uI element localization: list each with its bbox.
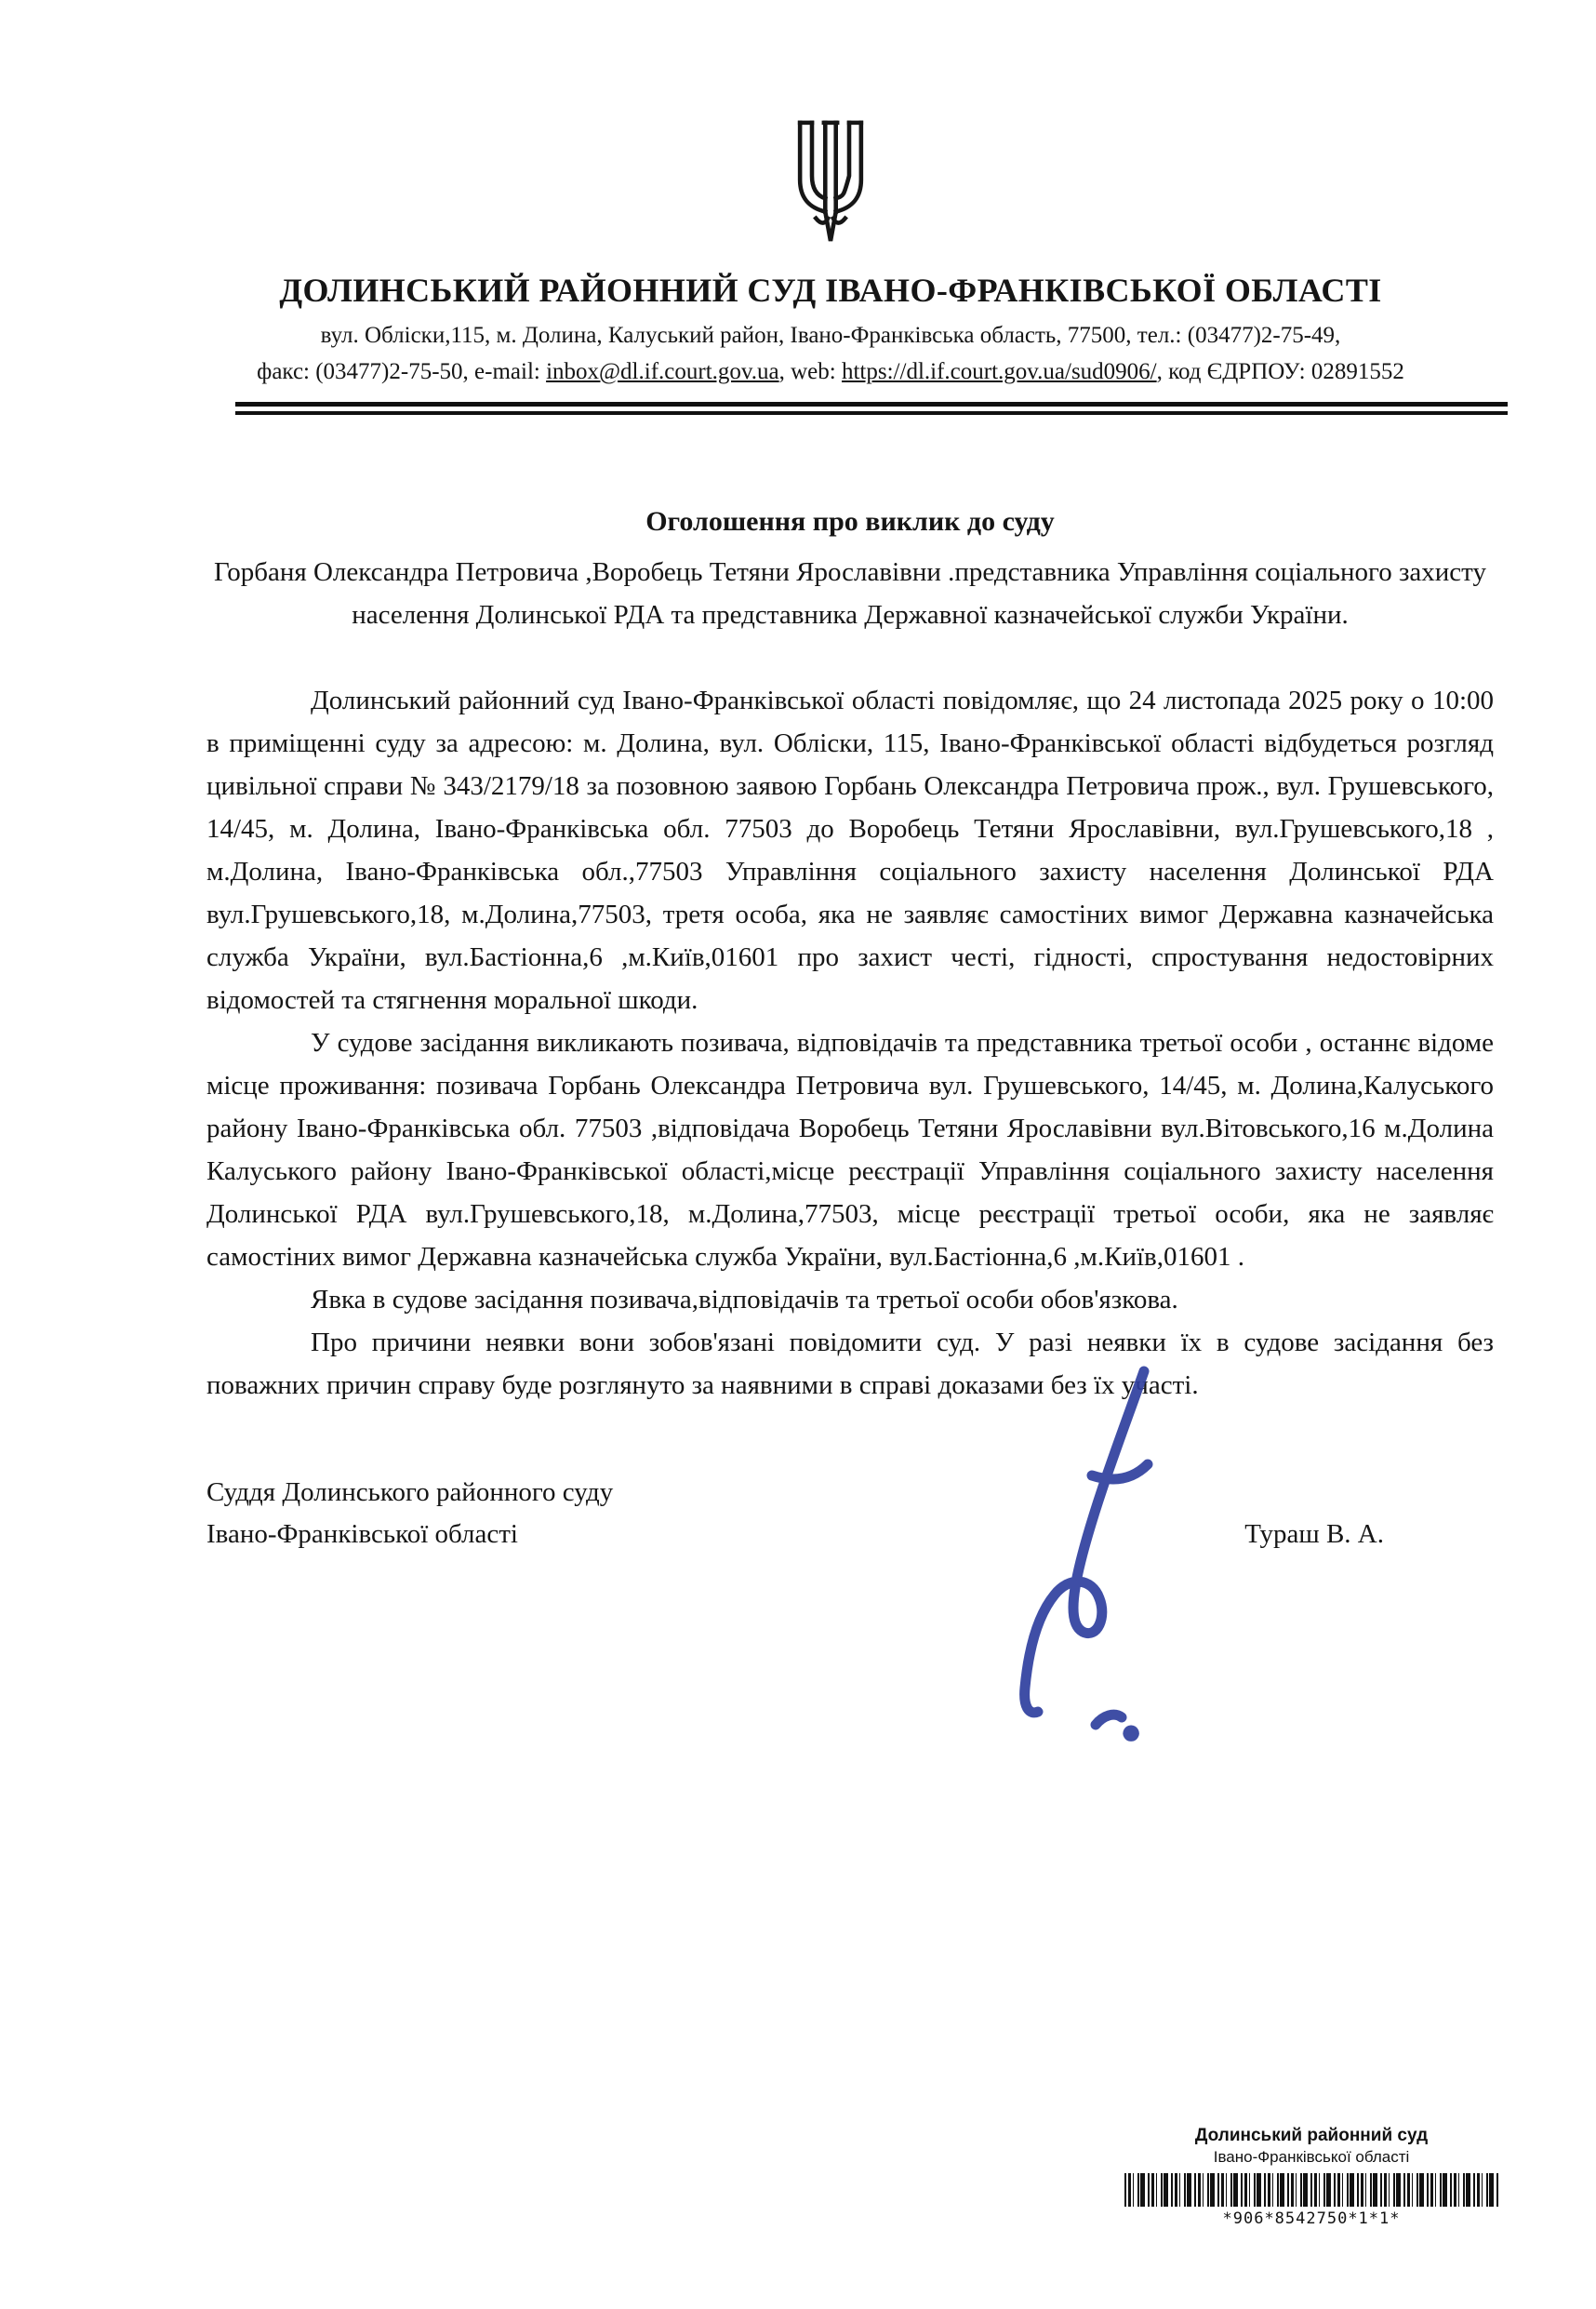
web-link: https://dl.if.court.gov.ua/sud0906/ [841, 359, 1157, 384]
fax-label: факс: (03477)2-75-50, e-mail: [257, 359, 547, 384]
court-name: ДОЛИНСЬКИЙ РАЙОННИЙ СУД ІВАНО-ФРАНКІВСЬКОЇ ОБЛАСТІ [279, 272, 1382, 309]
edrpou-label: , код ЄДРПОУ: 02891552 [1156, 359, 1404, 384]
barcode-court-region: Івано-Франківської області [1213, 2148, 1410, 2166]
document-body [0, 506, 1596, 1555]
ukraine-coat-of-arms-icon [153, 117, 1508, 258]
body-paragraph-4: Про причини неявки вони зобов'язані повідомити суд. У разі неявки їх в судове засідання без поважних причин справу буде розглянуто за наявними в справі доказами без їх участі. [206, 1328, 1494, 1400]
court-letterhead [0, 0, 1596, 415]
signature-block [206, 1472, 1494, 1555]
barcode-court-name: Долинський районний суд [1194, 2126, 1429, 2145]
judge-name: Тураш В. А. [1244, 1519, 1384, 1549]
barcode-number: *906*8542750*1*1* [1222, 2209, 1401, 2228]
judge-title-line1: Суддя Долинського районного суду [206, 1477, 614, 1507]
double-rule [235, 402, 1508, 415]
judge-title-line2: Івано-Франківської області [206, 1519, 518, 1549]
double-rule-lower [235, 411, 1508, 415]
body-paragraph-3: Явка в судове засідання позивача,відповідачів та третьої особи обов'язкова. [311, 1285, 1178, 1315]
barcode-stamp [1116, 2125, 1507, 2228]
court-contact-line [153, 354, 1508, 390]
judge-title [206, 1472, 613, 1555]
email-link: inbox@dl.if.court.gov.ua [546, 359, 779, 384]
addressees-paragraph: Горбаня Олександра Петровича ,Воробець Тетяни Ярославівни .представника Управління соціального захисту населення Долинської РДА та представника Державної казначейської служби України. [214, 557, 1486, 630]
barcode [1124, 2173, 1498, 2207]
document-title: Оголошення про виклик до суду [645, 506, 1055, 537]
body-paragraph-1: Долинський районний суд Івано-Франківської області повідомляє, що 24 листопада 2025 року о 10:00 в приміщенні суду за адресою: м. Долина, вул. Обліски, 115, Івано-Франківської області відбудеться розгляд цивільної справи № 343/2179/18 за позовною заявою Горбань Олександра Петровича прож., вул. Грушевського, 14/45, м. Долина, Івано-Франківська обл. 77503 до Воробець Тетяни Ярославівни, вул.Грушевського,18 , м.Долина, Івано-Франківська обл.,77503 Управління соціального захисту населення Долинської РДА вул.Грушевського,18, м.Долина,77503, третя особа, яка не заявляє самостіних вимог Державна казначейська служба України, вул.Бастіонна,6 ,м.Київ,01601 про захист честі, гідності, спростування недостовірних відомостей та стягнення моральної шкоди. [206, 686, 1494, 1015]
court-address-line: вул. Обліски,115, м. Долина, Калуський район, Івано-Франківська область, 77500, тел.: (03477)2-75-49, [320, 323, 1341, 348]
web-label: , web: [778, 359, 842, 384]
body-paragraph-2: У судове засідання викликають позивача, відповідачів та представника третьої особи , останнє відоме місце проживання: позивача Горбань Олександра Петровича вул. Грушевського, 14/45, м. Долина,Калуського району Івано-Франківська обл. 77503 ,відповідача Воробець Тетяни Ярославівни вул.Вітовського,16 м.Долина Калуського району Івано-Франківської області,місце реєстрації Управління соціального захисту населення Долинської РДА вул.Грушевського,18, м.Долина,77503, місце реєстрації третьої особи, яка не заявляє самостіних вимог Державна казначейська служба України, вул.Бастіонна,6 ,м.Київ,01601 . [206, 1028, 1494, 1272]
